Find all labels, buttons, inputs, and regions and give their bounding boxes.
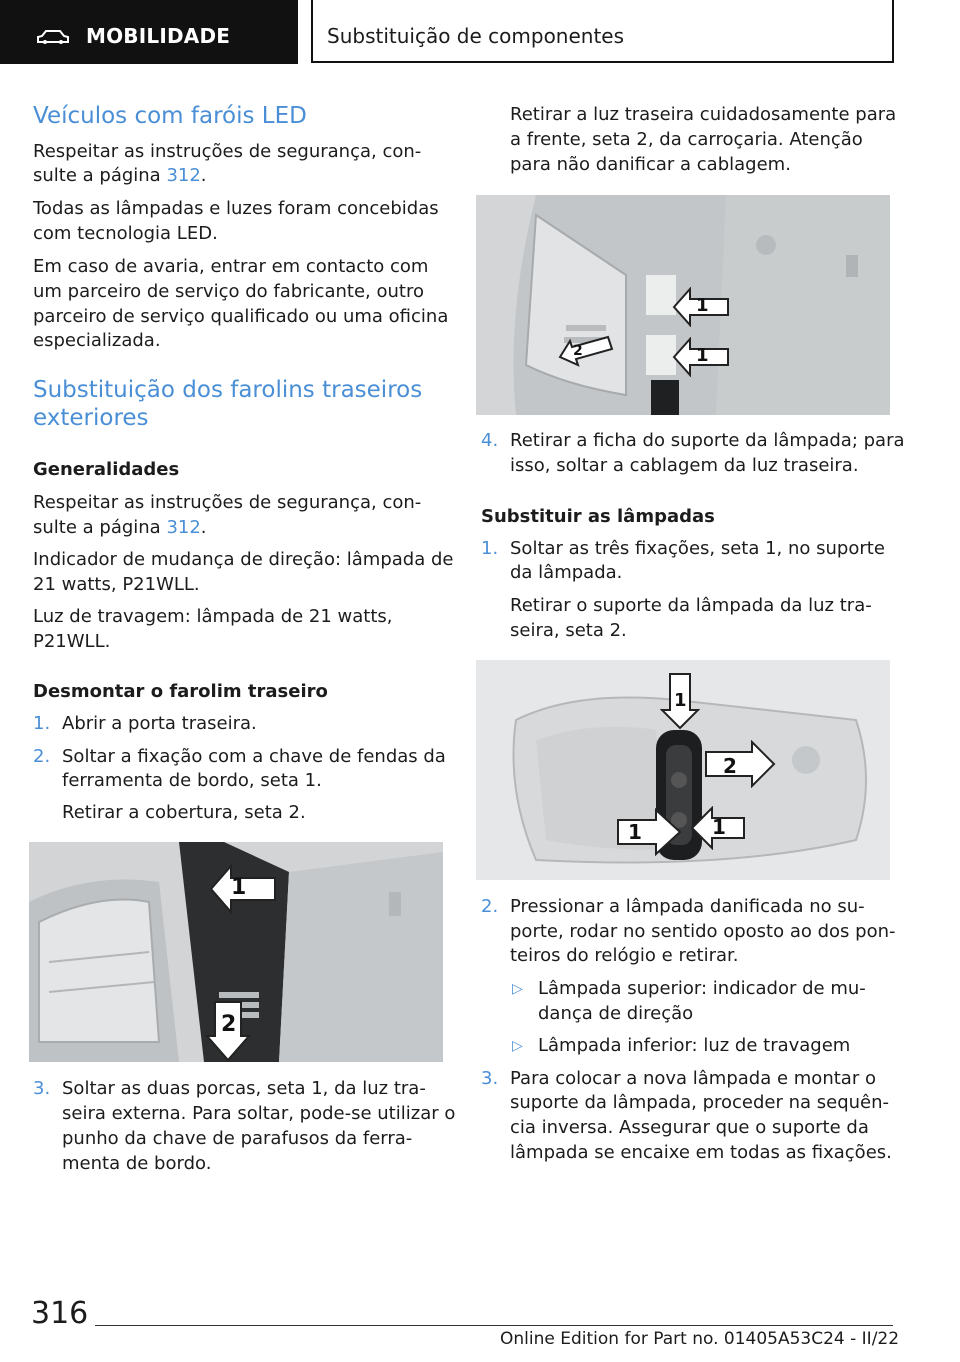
paragraph-line: Todas as lâmpadas e luzes foram concebidas [33,198,439,219]
paragraph-line: Luz de travagem: lâmpada de 21 watts, [33,606,393,627]
paragraph-line: a frente, seta 2, da carroçaria. Atenção [510,129,863,150]
paragraph-line: Retirar a luz traseira cuidadosamente para [510,104,897,125]
subheading-general: Generalidades [33,459,180,480]
bullet-triangle-icon: ▷ [512,981,523,997]
paragraph-line: especializada. [33,330,161,351]
step-text: teiros do relógio e retirar. [510,945,739,966]
paragraph-line: sulte a página 312. [33,517,207,538]
page-link[interactable]: 312 [166,517,201,538]
step-text: Retirar o suporte da lâmpada da luz tra- [510,595,872,616]
chapter-title: Substituição de componentes [327,24,625,48]
step-text: lâmpada se encaixe em todas as fixações. [510,1142,892,1163]
section-tab[interactable] [0,0,298,64]
paragraph-line: parceiro de serviço qualificado ou uma oficina [33,306,449,327]
arrow-label: 2 [723,754,737,778]
arrow-callout-icon [616,808,682,856]
section-heading-rear-lights-cont: exteriores [33,405,149,431]
bullet-text: Lâmpada inferior: luz de travagem [538,1035,851,1056]
section-heading-rear-lights: Substituição dos farolins traseiros [33,377,423,403]
arrow-label: 1 [712,815,726,839]
subheading-dismount: Desmontar o farolim traseiro [33,681,328,702]
step-text: porte, rodar no sentido oposto ao dos pon- [510,921,896,942]
photo-tail-light-cover [29,842,443,1062]
step-text: Pressionar a lâmpada danificada no su- [510,896,865,917]
footer-divider [95,1325,893,1326]
edition-note: Online Edition for Part no. 01405A53C24 - II/22 [500,1329,900,1349]
step-text: Soltar as duas porcas, seta 1, da luz tra- [62,1078,426,1099]
arrow-label: 2 [573,343,583,359]
step-text: da lâmpada. [510,562,623,583]
step-text: seira externa. Para soltar, pode-se utilizar o [62,1103,456,1124]
arrow-label: 1 [696,295,709,316]
step-number: 1. [33,713,51,734]
page-number: 316 [31,1296,89,1331]
step-text: Retirar a cobertura, seta 2. [62,802,306,823]
paragraph-line: para não danificar a cablagem. [510,154,791,175]
section-heading-led: Veículos com faróis LED [33,103,307,129]
step-number: 3. [33,1078,51,1099]
paragraph-line: um parceiro de serviço do fabricante, outro [33,281,424,302]
arrow-label: 1 [231,875,247,900]
arrow-label: 1 [674,690,687,711]
photo-tail-light-removal [476,195,890,415]
step-text: punho da chave de parafusos da ferra- [62,1128,413,1149]
arrow-label: 1 [628,820,642,844]
paragraph: Respeitar as instruções de segurança, con- [33,141,422,162]
step-text: Soltar a fixação com a chave de fendas da [62,746,446,767]
step-text: isso, soltar a cablagem da luz traseira. [510,455,859,476]
chapter-title-box [311,0,894,63]
step-text: menta de bordo. [62,1153,212,1174]
step-text: Abrir a porta traseira. [62,713,257,734]
section-tab-label: MOBILIDADE [86,24,231,48]
paragraph-line: P21WLL. [33,631,111,652]
step-text: Retirar a ficha do suporte da lâmpada; para [510,430,905,451]
paragraph-line: Respeitar as instruções de segurança, con- [33,492,422,513]
paragraph-line: com tecnologia LED. [33,223,218,244]
page-link[interactable]: 312 [166,165,201,186]
bullet-text: dança de direção [538,1003,694,1024]
step-text: suporte da lâmpada, proceder na sequên- [510,1092,890,1113]
step-text: ferramenta de bordo, seta 1. [62,770,322,791]
arrow-callout-icon [558,335,614,369]
step-number: 2. [481,896,499,917]
paragraph-line: Em caso de avaria, entrar em contacto com [33,256,429,277]
step-text: cia inversa. Assegurar que o suporte da [510,1117,869,1138]
arrow-callout-icon [704,740,776,788]
step-number: 2. [33,746,51,767]
paragraph-line: 21 watts, P21WLL. [33,574,200,595]
arrow-label: 1 [696,345,709,366]
arrow-label: 2 [221,1012,237,1037]
paragraph-line: Indicador de mudança de direção: lâmpada de [33,549,454,570]
subheading-replace-bulbs: Substituir as lâmpadas [481,506,715,527]
bullet-text: Lâmpada superior: indicador de mu- [538,978,866,999]
step-text: seira, seta 2. [510,620,627,641]
step-text: Soltar as três fixações, seta 1, no suporte [510,538,885,559]
bullet-triangle-icon: ▷ [512,1038,523,1054]
paragraph: sulte a página 312. [33,165,207,186]
car-icon [36,28,70,44]
step-number: 3. [481,1068,499,1089]
step-number: 1. [481,538,499,559]
step-text: Para colocar a nova lâmpada e montar o [510,1068,876,1089]
step-number: 4. [481,430,499,451]
photo-bulb-holder [476,660,890,880]
